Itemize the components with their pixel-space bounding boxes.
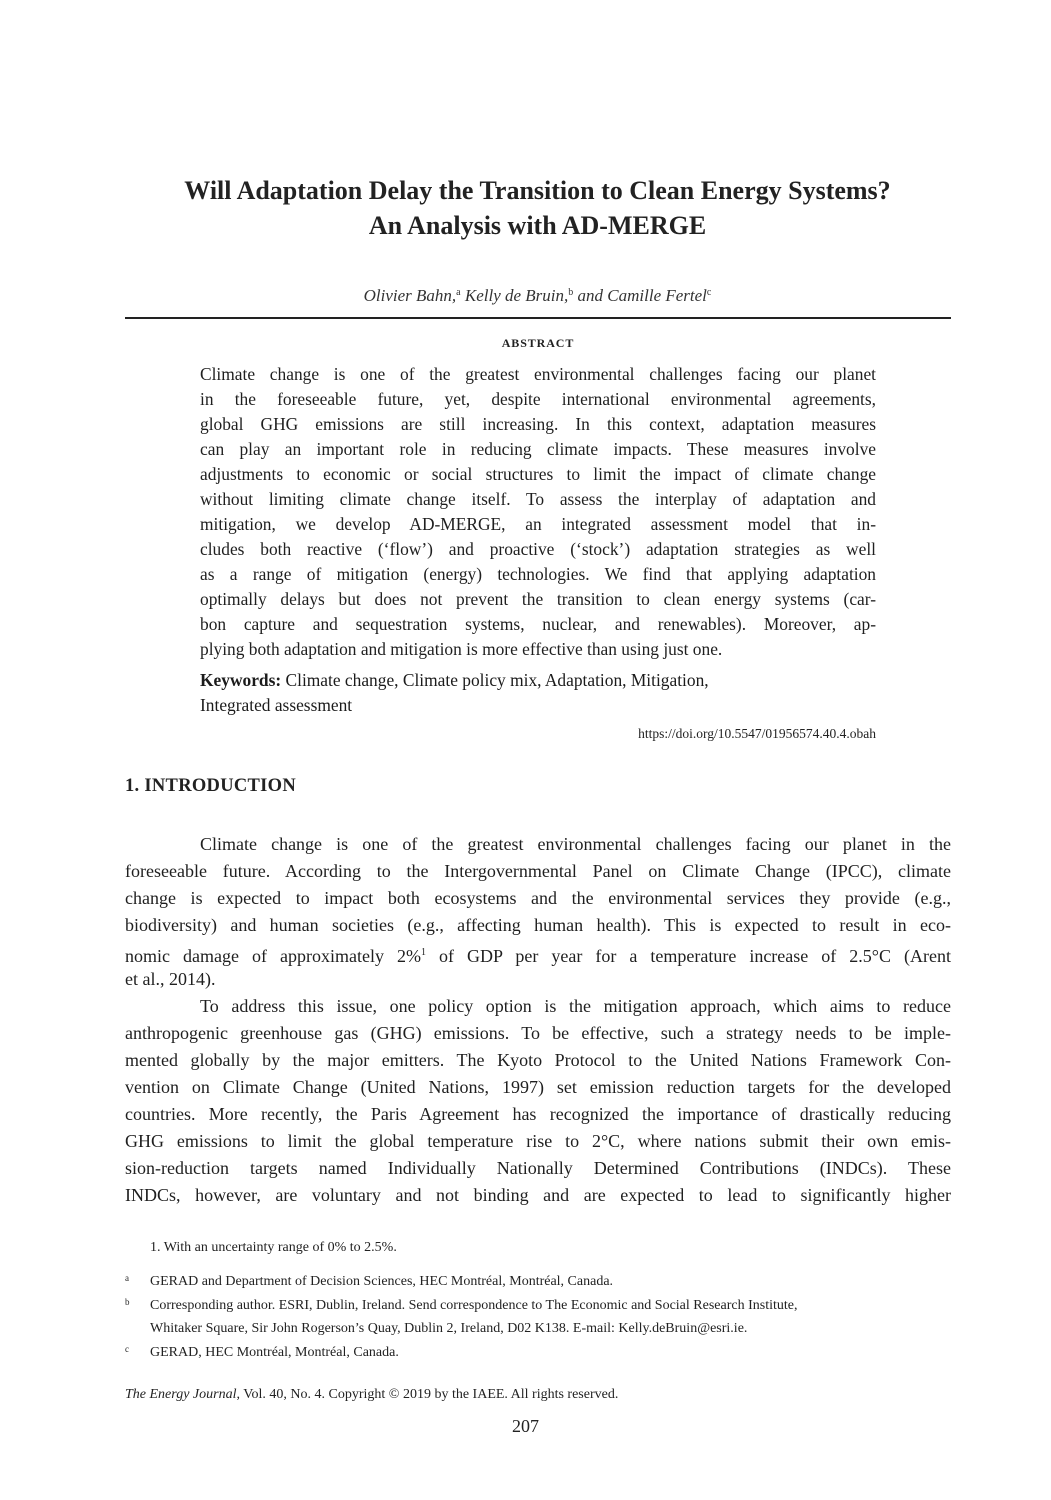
author-list <box>100 281 975 308</box>
abstract-line: can play an important role in reducing climate impacts. These measures involve <box>200 439 876 459</box>
keywords-label: Keywords: <box>200 670 282 690</box>
body-line: sion-reduction targets named Individually Nationally Determined Contributions (INDCs). These <box>125 1158 951 1178</box>
body-line: INDCs, however, are voluntary and not binding and are expected to lead to significantly higher <box>125 1185 951 1205</box>
abstract-line: Climate change is one of the greatest environmental challenges facing our planet <box>200 364 876 384</box>
section-heading: 1. INTRODUCTION <box>125 776 297 796</box>
abstract-line: without limiting climate change itself. To assess the interplay of adaptation and <box>200 489 876 509</box>
affiliation-mark: a <box>125 1273 129 1283</box>
body-line: countries. More recently, the Paris Agreement has recognized the importance of drastically reducing <box>125 1104 951 1124</box>
affiliation-mark: a <box>456 287 461 298</box>
abstract-heading: ABSTRACT <box>501 336 575 350</box>
paper-title <box>100 173 975 243</box>
abstract-body <box>200 362 876 662</box>
journal-citation <box>125 1387 618 1403</box>
author-name: Olivier Bahn, <box>363 286 457 305</box>
body-line: mented globally by the major emitters. The Kyoto Protocol to the United Nations Framework Con- <box>125 1050 951 1070</box>
keywords-text: Climate change, Climate policy mix, Adaptation, Mitigation, <box>285 670 709 690</box>
body-text-span: nomic damage of approximately 2% <box>125 946 421 966</box>
header-divider <box>125 317 951 319</box>
abstract-line: bon capture and sequestration systems, nuclear, and renewables). Moreover, ap- <box>200 614 876 634</box>
affiliation-text: GERAD, HEC Montréal, Montréal, Canada. <box>150 1345 399 1360</box>
body-line: To address this issue, one policy option is the mitigation approach, which aims to reduce <box>200 996 951 1016</box>
introduction-body <box>125 831 951 1209</box>
abstract-line: mitigation, we develop AD-MERGE, an integrated assessment model that in- <box>200 514 876 534</box>
affiliation-mark: c <box>706 287 712 298</box>
affiliation-text: Whitaker Square, Sir John Rogerson’s Quay, Dublin 2, Ireland, D02 K138. E-mail: Kelly.deBruin@esri.ie. <box>150 1321 748 1336</box>
body-line: change is expected to impact both ecosystems and the environmental services they provide (e.g., <box>125 888 951 908</box>
affiliation-a <box>125 1270 951 1293</box>
body-line <box>125 939 951 966</box>
affiliation-mark: b <box>568 287 574 298</box>
journal-details: , Vol. 40, No. 4. Copyright © 2019 by the IAEE. All rights reserved. <box>236 1387 619 1402</box>
doi-link[interactable]: https://doi.org/10.5547/01956574.40.4.obah <box>638 726 876 741</box>
body-line: foreseeable future. According to the Intergovernmental Panel on Climate Change (IPCC), climate <box>125 861 951 881</box>
affiliation-c <box>125 1341 951 1364</box>
abstract-line: cludes both reactive (‘flow’) and proactive (‘stock’) adaptation strategies as well <box>200 539 876 559</box>
abstract-line: adjustments to economic or social structures to limit the impact of climate change <box>200 464 876 484</box>
affiliation-text: Corresponding author. ESRI, Dublin, Ireland. Send correspondence to The Economic and Social Research Institute, <box>150 1298 798 1313</box>
body-line: et al., 2014). <box>125 969 216 989</box>
title-line-2: An Analysis with AD-MERGE <box>368 211 707 240</box>
abstract-line: in the foreseeable future, yet, despite international environmental agreements, <box>200 389 876 409</box>
abstract-line: global GHG emissions are still increasing. In this context, adaptation measures <box>200 414 876 434</box>
author-name: Kelly de Bruin, <box>464 286 569 305</box>
footnote-ref: 1 <box>420 947 426 958</box>
author-name: and Camille Fertel <box>577 286 707 305</box>
title-line-1: Will Adaptation Delay the Transition to Clean Energy Systems? <box>184 176 891 205</box>
body-line: biodiversity) and human societies (e.g., affecting human health). This is expected to result in eco- <box>125 915 951 935</box>
body-line: anthropogenic greenhouse gas (GHG) emissions. To be effective, such a strategy needs to be imple- <box>125 1023 951 1043</box>
footnote: 1. With an uncertainty range of 0% to 2.5%. <box>150 1240 397 1255</box>
body-text-span: of GDP per year for a temperature increase of 2.5°C (Arent <box>425 946 951 966</box>
abstract-line: plying both adaptation and mitigation is more effective than using just one. <box>200 639 723 659</box>
keywords-text-continued: Integrated assessment <box>200 695 353 715</box>
body-line: vention on Climate Change (United Nations, 1997) set emission reduction targets for the developed <box>125 1077 951 1097</box>
body-line: GHG emissions to limit the global temperature rise to 2°C, where nations submit their own emis- <box>125 1131 951 1151</box>
abstract-line: optimally delays but does not prevent the transition to clean energy systems (car- <box>200 589 876 609</box>
page-number: 207 <box>512 1416 539 1436</box>
keywords <box>200 668 876 718</box>
abstract-line: as a range of mitigation (energy) technologies. We find that applying adaptation <box>200 564 876 584</box>
affiliation-b <box>125 1294 951 1340</box>
journal-name: The Energy Journal <box>125 1387 237 1402</box>
affiliation-text: GERAD and Department of Decision Sciences, HEC Montréal, Montréal, Canada. <box>150 1274 614 1289</box>
body-line: Climate change is one of the greatest environmental challenges facing our planet in the <box>200 834 951 854</box>
affiliation-mark: b <box>125 1297 130 1307</box>
affiliation-mark: c <box>125 1344 129 1354</box>
